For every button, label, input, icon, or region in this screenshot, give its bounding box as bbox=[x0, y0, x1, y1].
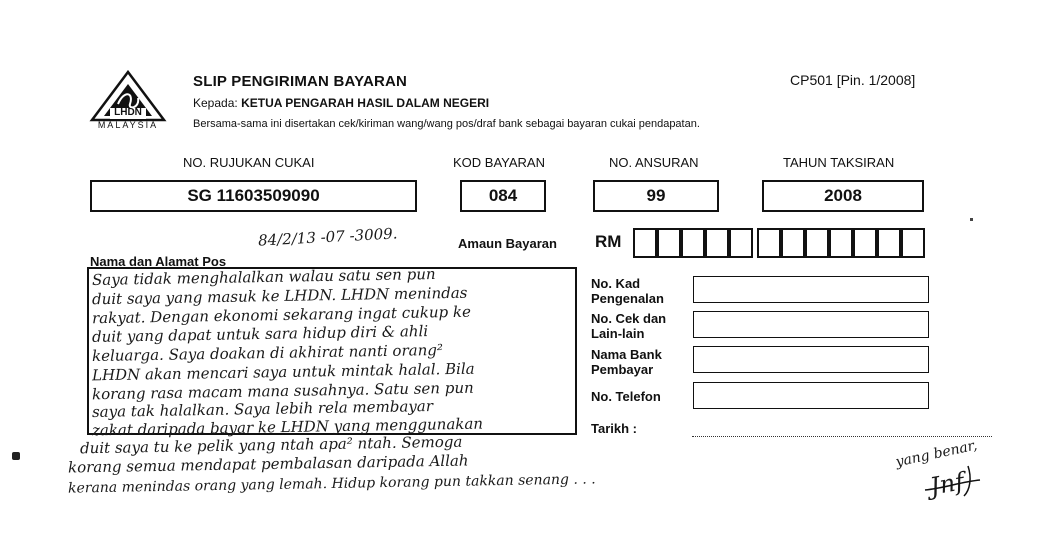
nama-bank-label: Nama Bank Pembayar bbox=[591, 347, 662, 377]
amount-digit-box[interactable] bbox=[705, 228, 729, 258]
form-code: CP501 [Pin. 1/2008] bbox=[790, 72, 916, 88]
kod-field[interactable]: 084 bbox=[460, 180, 546, 212]
ansuran-field[interactable]: 99 bbox=[593, 180, 719, 212]
handwritten-line: LHDN akan mencari saya untuk mintak halal. Bila bbox=[91, 359, 475, 385]
amount-digit-box[interactable] bbox=[805, 228, 829, 258]
telefon-label: No. Telefon bbox=[591, 389, 661, 404]
kod-label: KOD BAYARAN bbox=[453, 155, 545, 170]
kad-pengenalan-label: No. Kad Pengenalan bbox=[591, 276, 664, 306]
amount-digit-box[interactable] bbox=[901, 228, 925, 258]
signature-note: yang benar, bbox=[894, 437, 979, 471]
amount-digit-box[interactable] bbox=[829, 228, 853, 258]
amount-digit-box[interactable] bbox=[877, 228, 901, 258]
logo-country: MALAYSIA bbox=[97, 120, 159, 130]
tahun-label: TAHUN TAKSIRAN bbox=[783, 155, 895, 170]
lhdn-logo bbox=[88, 70, 168, 132]
kepada-value: KETUA PENGARAH HASIL DALAM NEGERI bbox=[241, 96, 490, 110]
telefon-field[interactable] bbox=[693, 382, 929, 409]
signature-stroke bbox=[920, 460, 1010, 500]
amount-digit-box[interactable] bbox=[681, 228, 705, 258]
nama-alamat-label: Nama dan Alamat Pos bbox=[90, 254, 227, 269]
subtitle: Bersama-sama ini disertakan cek/kiriman wang/wang pos/draf bank sebagai bayaran cukai pendapatan. bbox=[193, 118, 700, 130]
kepada-line bbox=[193, 96, 489, 110]
handwritten-line: duit yang dapat untuk sara hidup diri & ahli bbox=[91, 322, 429, 346]
handwritten-line: duit saya yang masuk ke LHDN. LHDN menindas bbox=[91, 283, 468, 309]
handwritten-line: korang semua mendapat pembalasan daripada Allah bbox=[67, 451, 469, 477]
scan-speck bbox=[970, 218, 973, 221]
amount-digit-box[interactable] bbox=[757, 228, 781, 258]
tarikh-label: Tarikh : bbox=[591, 421, 637, 436]
handwritten-line: Saya tidak menghalalkan walau satu sen pun bbox=[91, 265, 436, 289]
nama-bank-field[interactable] bbox=[693, 346, 929, 373]
scan-speck bbox=[12, 452, 20, 460]
handwritten-date: 84/2/13 -07 -3009. bbox=[257, 224, 398, 250]
no-cek-field[interactable] bbox=[693, 311, 929, 338]
ansuran-label: NO. ANSURAN bbox=[609, 155, 699, 170]
handwritten-line: keluarga. Saya doakan di akhirat nanti orang² bbox=[91, 340, 444, 366]
kepada-label: Kepada: bbox=[193, 96, 238, 110]
handwritten-line: zakat daripada bayar ke LHDN yang menggunakan bbox=[91, 414, 484, 440]
amaun-label: Amaun Bayaran bbox=[458, 236, 557, 251]
rujukan-label: NO. RUJUKAN CUKAI bbox=[183, 155, 315, 170]
amount-digit-box[interactable] bbox=[853, 228, 877, 258]
signature: Jnf bbox=[927, 467, 967, 501]
currency-label: RM bbox=[595, 232, 622, 251]
handwritten-line: duit saya tu ke pelik yang ntah apa² ntah. Semoga bbox=[79, 432, 463, 458]
tahun-field[interactable]: 2008 bbox=[762, 180, 924, 212]
amount-digit-box[interactable] bbox=[633, 228, 657, 258]
handwritten-line: saya tak halalkan. Saya lebih rela membayar bbox=[91, 397, 434, 421]
kad-pengenalan-field[interactable] bbox=[693, 276, 929, 303]
no-cek-label: No. Cek dan Lain-lain bbox=[591, 311, 667, 341]
tarikh-line[interactable] bbox=[692, 436, 992, 437]
amount-digit-box[interactable] bbox=[781, 228, 805, 258]
handwritten-line: kerana menindas orang yang lemah. Hidup korang pun takkan senang . . . bbox=[67, 471, 596, 497]
logo-text: LHDN bbox=[114, 107, 142, 118]
amount-digit-box[interactable] bbox=[657, 228, 681, 258]
handwritten-line: korang rasa macam mana susahnya. Satu sen pun bbox=[91, 378, 474, 404]
slip-title: SLIP PENGIRIMAN BAYARAN bbox=[193, 73, 408, 90]
amount-digit-box[interactable] bbox=[729, 228, 753, 258]
rujukan-field[interactable]: SG 11603509090 bbox=[90, 180, 417, 212]
handwritten-line: rakyat. Dengan ekonomi sekarang ingat cukup ke bbox=[91, 302, 472, 328]
